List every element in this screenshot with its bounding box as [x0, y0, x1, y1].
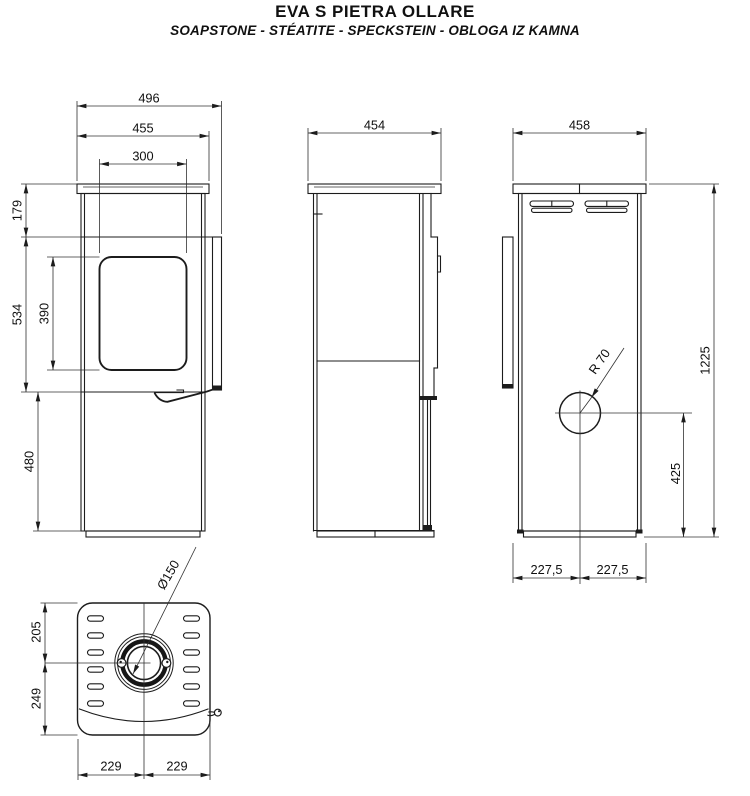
dim-back-total-height: 1225 — [697, 346, 713, 375]
front-view — [10, 91, 222, 538]
front-door-edge — [213, 237, 222, 390]
front-door-glass — [100, 257, 187, 370]
dim-front-total-width: 496 — [138, 90, 160, 106]
dim-back-flue-radius: R 70 — [585, 346, 614, 377]
dim-front-glass-height: 390 — [36, 302, 52, 325]
dim-front-glass-width: 300 — [132, 148, 154, 164]
side-view — [308, 118, 441, 538]
dim-front-lower-section: 480 — [21, 450, 37, 473]
dim-top-back-to-flue: 205 — [28, 621, 44, 643]
dim-back-center-left: 227,5 — [530, 562, 563, 577]
dim-top-flue-diameter: Ø150 — [153, 557, 183, 593]
page-subtitle: SOAPSTONE - STÉATITE - SPECKSTEIN - OBLOGA IZ KAMNA — [170, 23, 580, 38]
back-vent-slots — [530, 201, 629, 212]
side-top-plate — [308, 184, 441, 194]
top-view — [29, 547, 222, 780]
front-base — [86, 531, 200, 537]
dim-back-flue-height: 425 — [668, 462, 683, 485]
dim-front-plate-width: 455 — [132, 120, 154, 136]
front-top-plate — [77, 184, 209, 194]
page-title: EVA S PIETRA OLLARE — [275, 2, 475, 21]
dim-side-depth: 454 — [363, 117, 386, 133]
dim-top-center-left: 229 — [100, 758, 122, 774]
front-door-handle — [155, 390, 184, 393]
dim-back-width: 458 — [568, 117, 591, 133]
back-door-edge — [503, 237, 514, 388]
dim-back-center-right: 227,5 — [596, 562, 629, 577]
back-view — [503, 118, 720, 585]
dim-top-flue-to-front: 249 — [28, 687, 44, 710]
dim-top-center-right: 229 — [166, 758, 188, 774]
dim-front-door-section: 534 — [9, 303, 25, 326]
dim-front-top-section: 179 — [9, 199, 25, 222]
